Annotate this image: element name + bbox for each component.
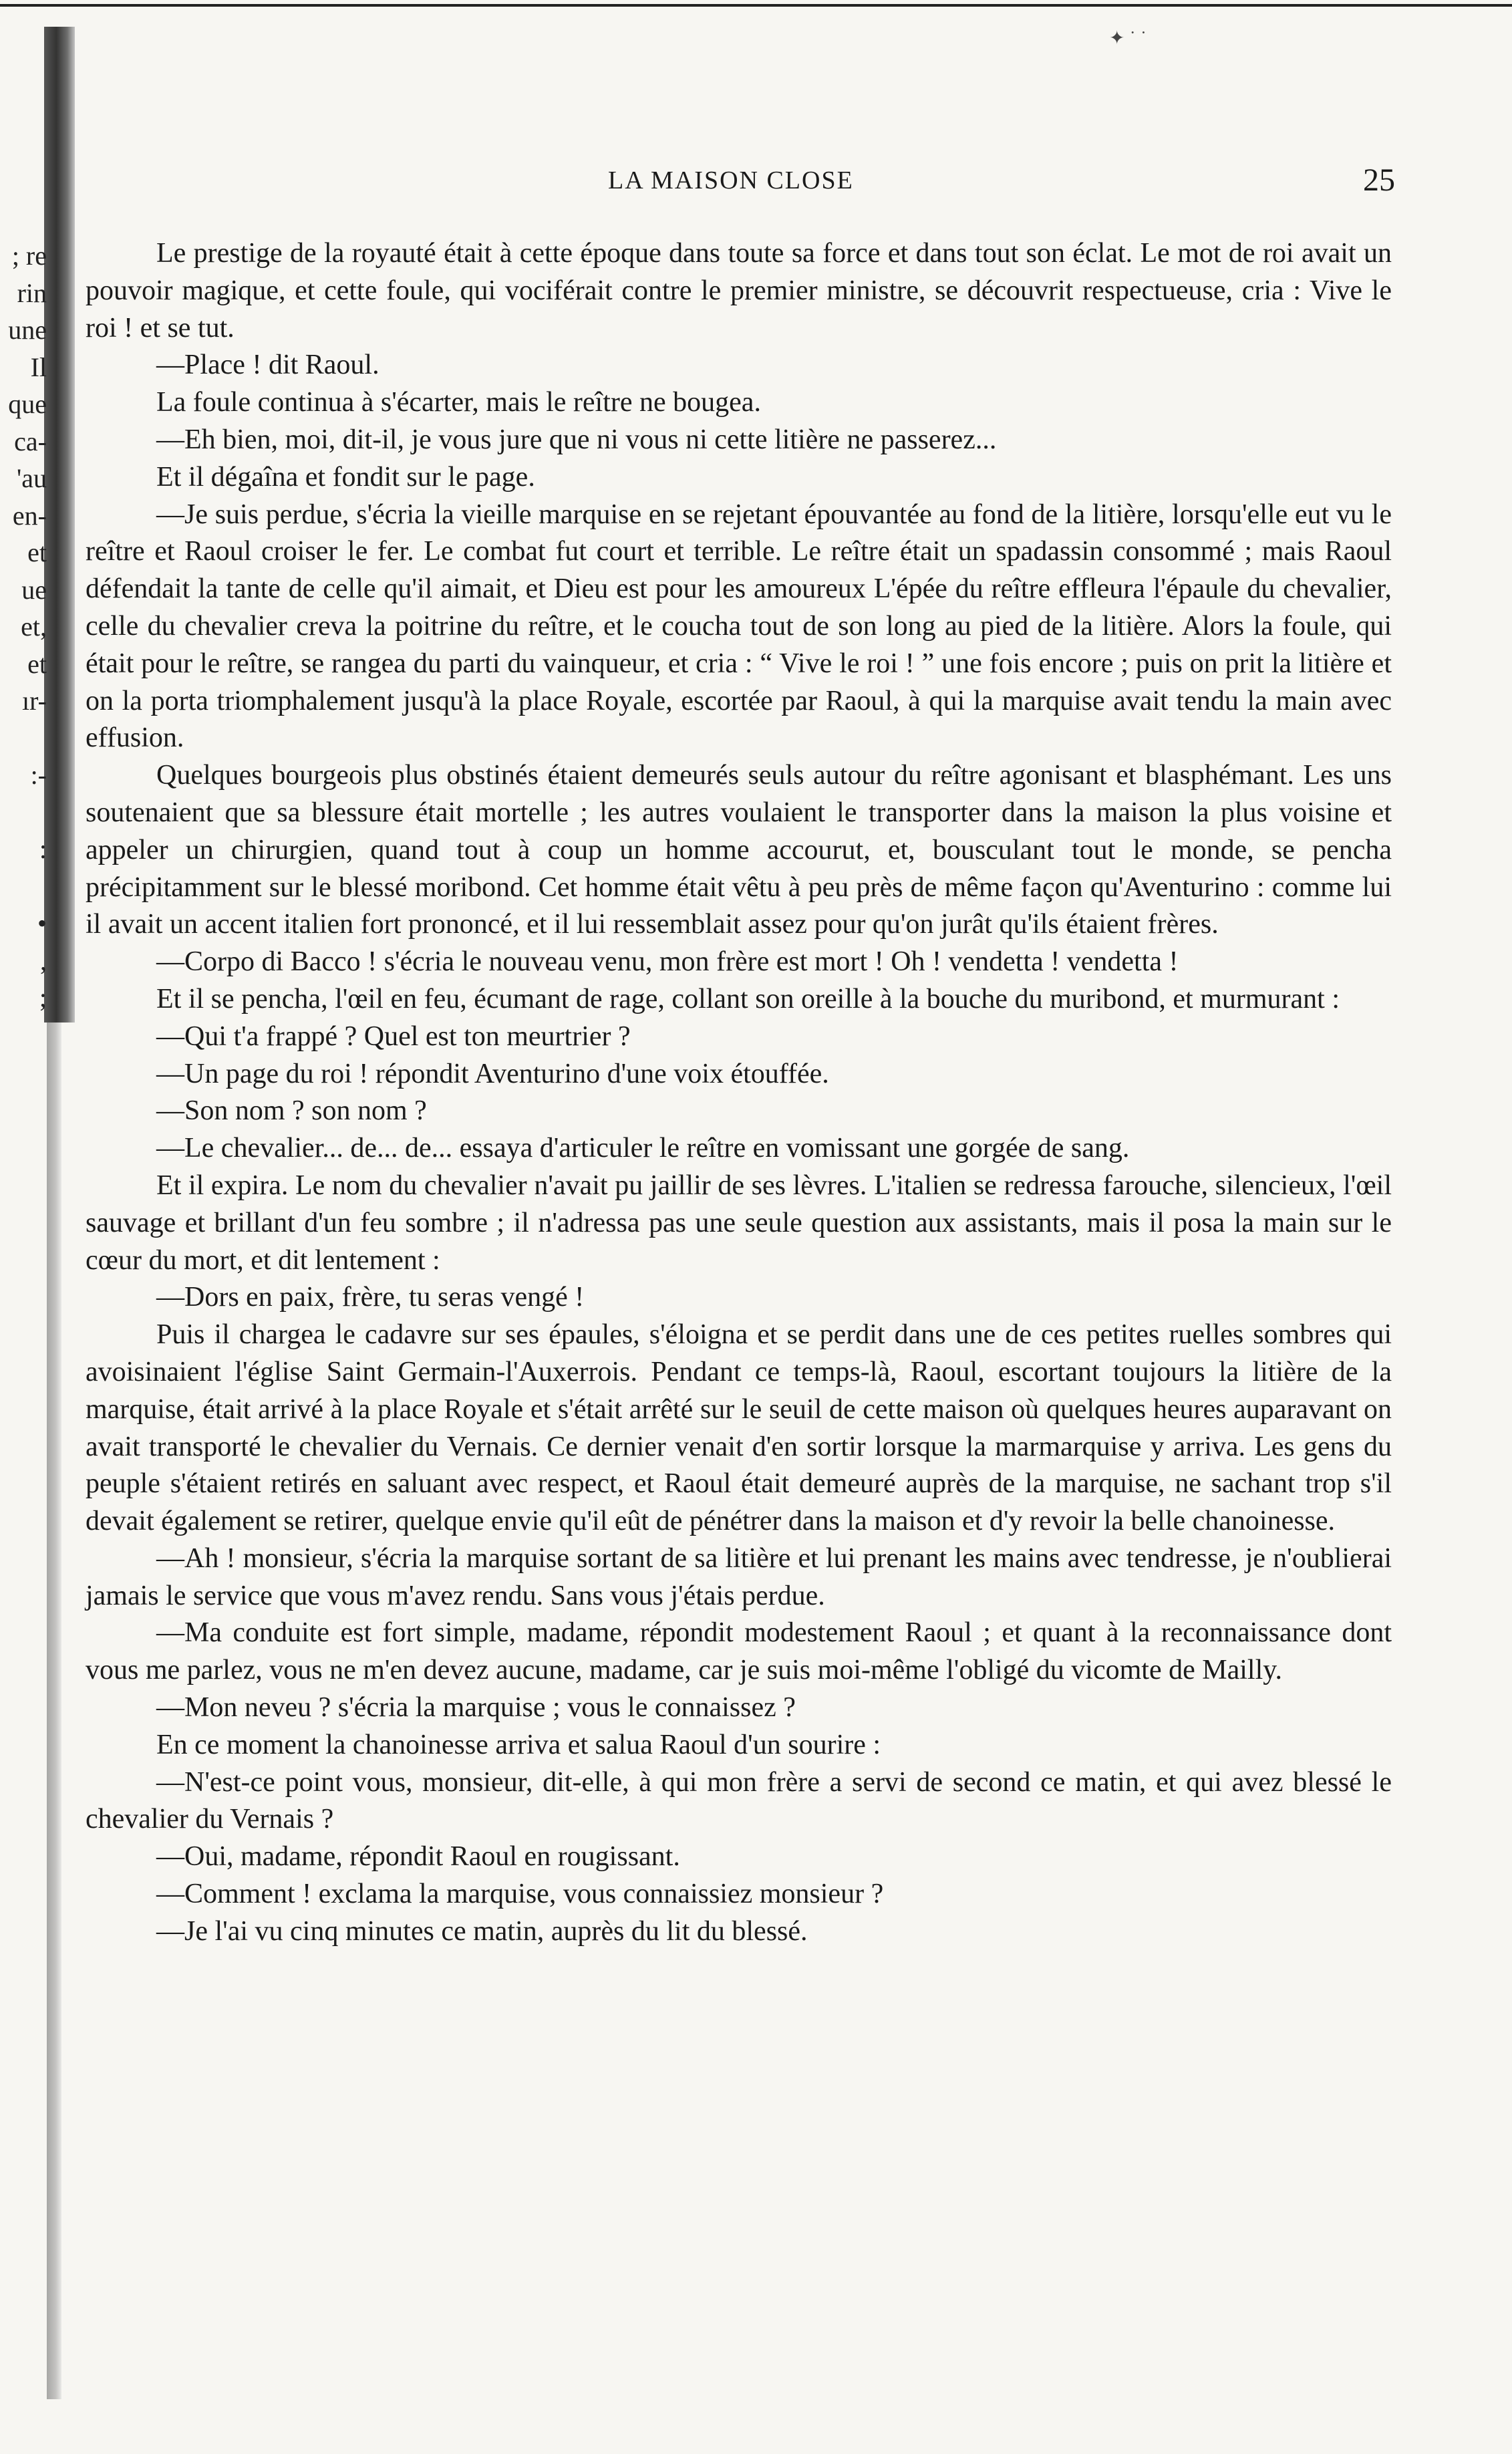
paragraph: —Le chevalier... de... de... essaya d'articuler le reître en vomissant une gorgée de sang. [156, 1133, 1130, 1164]
margin-fragment: ; [39, 982, 47, 1012]
paragraph: —Je l'ai vu cinq minutes ce matin, auprès du lit du blessé. [156, 1915, 808, 1947]
paragraph: —Place ! dit Raoul. [156, 350, 380, 381]
scan-binding-shadow-lower [47, 1022, 61, 2399]
paragraph: Puis il chargea le cadavre sur ses épaules, s'éloigna et se perdit dans une de ces petites ruelles sombres qui avoisinaient l'église Saint Germain-l'Auxerrois. Pendant ce temps-là, Raoul, escortant toujours la litière de la marquise, était arrivé à la place Royale et s'était arrêté sur le seuil de cette maison où quelques heures auparavant on avait transporté le chevalier du Vernais. Ce dernier venait d'en sortir lorsque la marmarquise y arriva. Les gens du peuple s'étaient retirés en saluant avec respect, et Raoul était demeuré auprès de la marquise, ne sachant trop s'il devait également se retirer, quelque envie qu'il eût de pénétrer dans la maison et d'y revoir la belle chanoinesse. [86, 1319, 1392, 1537]
page-number: 25 [1363, 162, 1395, 198]
margin-fragment [0, 868, 47, 906]
margin-fragment: • [37, 908, 47, 938]
paragraph: Et il se pencha, l'œil en feu, écumant de rage, collant son oreille à la bouche du muribond, et murmurant : [156, 983, 1340, 1014]
margin-fragment: , [40, 945, 47, 976]
paragraph: —Dors en paix, frère, tu seras vengé ! [156, 1282, 585, 1313]
margin-fragment: que [8, 389, 47, 419]
margin-fragment [0, 794, 47, 831]
paragraph: Et il dégaîna et fondit sur le page. [156, 461, 535, 493]
margin-fragment: 'au [17, 463, 47, 493]
margin-fragment: :- [30, 760, 47, 790]
paragraph: —Qui t'a frappé ? Quel est ton meurtrier ? [156, 1020, 631, 1052]
paragraph: La foule continua à s'écarter, mais le reître ne bougea. [156, 387, 761, 418]
margin-fragment: en- [12, 500, 47, 531]
running-header [0, 162, 1512, 206]
margin-fragment: ; re [11, 241, 47, 271]
margin-fragment: Il [30, 352, 47, 382]
paragraph: —Corpo di Bacco ! s'écria le nouveau venu, mon frère est mort ! Oh ! vendetta ! vendetta ! [156, 946, 1179, 978]
paragraph: —Oui, madame, répondit Raoul en rougissant. [156, 1841, 680, 1873]
paragraph: Le prestige de la royauté était à cette époque dans toute sa force et dans tout son éclat. Le mot de roi avait un pouvoir magique, et cette foule, qui vociférait contre le premier ministre, se découvrit respectueuse, cria : Vive le roi ! et se tut. [86, 238, 1392, 344]
paragraph: —Ma conduite est fort simple, madame, répondit modestement Raoul ; et quant à la reconnaissance dont vous me parlez, vous ne m'en devez aucune, madame, car je suis moi-même l'obligé du vicomte de Mailly. [86, 1617, 1392, 1686]
margin-fragment: et, [21, 611, 47, 642]
paragraph: —Ah ! monsieur, s'écria la marquise sortant de sa litière et lui prenant les mains avec tendresse, je n'oublierai jamais le service que vous m'avez rendu. Sans vous j'étais perdue. [86, 1542, 1392, 1611]
margin-fragment: : [39, 834, 47, 864]
margin-fragment: rin [17, 277, 47, 308]
margin-fragment: une [8, 315, 47, 345]
top-border-rule [0, 4, 1512, 7]
margin-fragment [0, 720, 47, 757]
paragraph: —Son nom ? son nom ? [156, 1095, 427, 1127]
margin-fragment: et [27, 537, 47, 567]
body-text [86, 235, 1392, 1951]
margin-fragment: ca- [14, 426, 47, 456]
paragraph: —N'est-ce point vous, monsieur, dit-elle, à qui mon frère a servi de second ce matin, et qui avez blessé le chevalier du Vernais ? [86, 1766, 1392, 1835]
scan-specks: ✦ ˙ ˙ [1109, 28, 1147, 49]
paragraph: —Mon neveu ? s'écria la marquise ; vous le connaissez ? [156, 1692, 796, 1724]
paragraph: —Eh bien, moi, dit-il, je vous jure que ni vous ni cette litière ne passerez... [156, 424, 997, 455]
paragraph: —Comment ! exclama la marquise, vous connaissiez monsieur ? [156, 1879, 884, 1910]
margin-fragment: ır- [22, 686, 47, 716]
paragraph: Quelques bourgeois plus obstinés étaient demeurés seuls autour du reître agonisant et blasphémant. Les uns soutenaient que sa blessure était mortelle ; les autres voulaient le transporter dans la maison la plus voisine et appeler un chirurgien, quand tout à coup un homme accourut, et, bousculant tout le monde, se pencha précipitamment sur le blessé moribond. Cet homme était vêtu à peu près de même façon qu'Aventurino : comme lui il avait un accent italien fort prononcé, et il lui ressemblait assez pour qu'on jurât qu'ils étaient frères. [86, 760, 1392, 940]
paragraph: En ce moment la chanoinesse arriva et salua Raoul d'un sourire : [156, 1729, 881, 1760]
margin-fragment: ue [21, 574, 47, 605]
margin-fragment: et [27, 648, 47, 679]
paragraph: —Un page du roi ! répondit Aventurino d'une voix étouffée. [156, 1058, 829, 1089]
paragraph: —Je suis perdue, s'écria la vieille marquise en se rejetant épouvantée au fond de la litière, lorsqu'elle eut vu le reître et Raoul croiser le fer. Le combat fut court et terrible. Le reître était un spadassin consommé ; mais Raoul défendait la tante de celle qu'il aimait, et Dieu est pour les amoureux L'épée du reître effleura l'épaule du chevalier, celle du chevalier creva la poitrine du reître, et le coucha tout de son long au pied de la litière. Alors la foule, qui était pour le reître, se rangea du parti du vainqueur, et cria : “ Vive le roi ! ” une fois encore ; puis on prit la litière et on la porta triomphalement jusqu'à la place Royale, escortée par Raoul, à qui la marquise avait tendu la main avec effusion. [86, 499, 1392, 754]
facing-page-fragments [0, 237, 47, 1016]
paragraph: Et il expira. Le nom du chevalier n'avait pu jaillir de ses lèvres. L'italien se redressa farouche, silencieux, l'œil sauvage et brillant d'un feu sombre ; il n'adressa pas une seule question aux assistants, mais il posa la main sur le cœur du mort, et dit lentement : [86, 1170, 1392, 1276]
running-title: LA MAISON CLOSE [608, 166, 854, 194]
